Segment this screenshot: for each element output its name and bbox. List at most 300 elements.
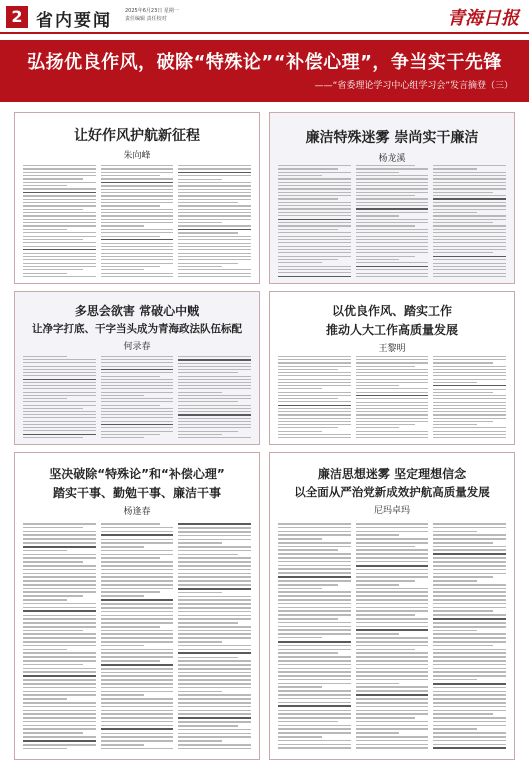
body-text-line	[356, 641, 429, 643]
body-text-line	[278, 388, 322, 389]
body-text-line	[178, 588, 251, 590]
article-title: 多思会欲害 常破心中贼	[74, 304, 200, 318]
body-text-line	[433, 242, 506, 243]
body-text-line	[23, 266, 96, 267]
body-text-line	[433, 607, 506, 609]
body-text-line	[101, 253, 174, 254]
body-text-line	[433, 569, 506, 571]
body-text-line	[23, 229, 67, 230]
body-text-line	[23, 199, 96, 200]
body-text-line	[433, 595, 506, 597]
body-text-line	[356, 192, 429, 193]
body-text-line	[433, 165, 506, 166]
body-text-line	[356, 215, 400, 216]
body-text-line	[23, 408, 83, 409]
body-text-line	[101, 382, 174, 383]
body-text-line	[101, 664, 174, 666]
body-text-line	[101, 398, 174, 399]
body-text-line	[178, 717, 251, 719]
body-text-line	[356, 698, 429, 700]
body-text-line	[278, 411, 351, 412]
body-text-line	[23, 721, 96, 723]
body-text-line	[433, 411, 506, 412]
body-text-line	[23, 698, 67, 700]
body-text-line	[101, 580, 174, 582]
body-text-line	[433, 641, 506, 643]
body-text-line	[356, 249, 429, 250]
body-text-line	[433, 414, 506, 415]
body-text-line	[101, 672, 174, 674]
body-text-line	[433, 614, 506, 616]
body-text-line	[278, 372, 351, 373]
body-text-line	[356, 392, 429, 393]
body-text-line	[356, 694, 429, 696]
body-text-line	[278, 272, 351, 273]
body-text-line	[101, 603, 174, 605]
body-text-line	[278, 599, 351, 601]
body-text-line	[23, 372, 96, 373]
body-text-line	[101, 717, 174, 719]
body-text-line	[101, 369, 174, 370]
body-text-line	[23, 557, 96, 559]
body-text-line	[101, 414, 174, 415]
body-text-line	[101, 561, 174, 563]
headline-banner	[0, 40, 529, 102]
body-text-line	[356, 172, 400, 173]
body-text-line	[23, 414, 96, 415]
body-text-line	[356, 527, 429, 529]
body-text-line	[101, 359, 174, 360]
body-text-line	[356, 427, 400, 428]
body-text-line	[356, 599, 429, 601]
body-text-line	[23, 209, 83, 210]
body-text-line	[433, 437, 506, 438]
body-text-line	[278, 664, 351, 666]
body-text-line	[356, 402, 429, 403]
body-text-line	[23, 717, 96, 719]
body-text-line	[101, 668, 174, 670]
body-text-line	[433, 557, 506, 559]
body-text-line	[23, 430, 96, 431]
body-text-line	[278, 580, 351, 582]
body-text-line	[101, 531, 174, 533]
body-text-line	[101, 178, 174, 179]
body-text-line	[278, 356, 351, 357]
body-text-line	[101, 615, 174, 617]
body-text-line	[23, 702, 96, 704]
body-text-line	[178, 622, 238, 624]
body-text-line	[356, 603, 429, 605]
body-text-line	[433, 649, 506, 651]
body-text-line	[356, 618, 429, 620]
body-text-line	[101, 222, 174, 223]
body-text-line	[356, 660, 429, 662]
body-text-line	[23, 576, 96, 578]
body-text-line	[178, 366, 251, 367]
body-text-line	[433, 740, 506, 742]
body-text-line	[101, 202, 174, 203]
body-text-line	[278, 168, 338, 169]
body-text-line	[23, 379, 96, 380]
body-text-line	[178, 276, 251, 277]
body-text-line	[23, 527, 83, 529]
body-text-line	[178, 637, 251, 639]
body-text-line	[433, 671, 506, 673]
article-6	[269, 452, 515, 760]
body-text-line	[356, 569, 429, 571]
body-text-line	[356, 553, 429, 555]
body-text-line	[101, 219, 174, 220]
body-text-line	[433, 385, 506, 386]
body-text-line	[356, 561, 429, 563]
body-text-line	[101, 421, 174, 422]
body-text-line	[356, 706, 429, 708]
body-text-line	[101, 687, 174, 689]
body-text-line	[356, 242, 429, 243]
body-text-line	[101, 239, 174, 240]
body-text-line	[101, 225, 145, 226]
body-text-line	[356, 168, 429, 169]
body-text-line	[101, 401, 174, 402]
body-text-line	[101, 199, 174, 200]
body-text-line	[356, 372, 429, 373]
body-text-line	[433, 679, 477, 681]
body-text-line	[356, 717, 416, 719]
body-text-line	[178, 729, 251, 731]
body-text-line	[356, 246, 429, 247]
body-text-line	[101, 534, 174, 536]
body-text-line	[101, 710, 174, 712]
body-text-line	[356, 273, 429, 274]
body-text-line	[356, 725, 429, 727]
body-text-line	[356, 645, 429, 647]
body-text-line	[101, 618, 174, 620]
body-text-line	[278, 614, 351, 616]
article-subtitle: 推动人大工作高质量发展	[325, 323, 458, 337]
body-text-line	[101, 573, 174, 575]
body-text-line	[178, 748, 251, 750]
body-text-line	[178, 698, 251, 700]
body-text-line	[178, 215, 251, 216]
article-author: 杨龙溪	[378, 154, 406, 164]
body-text-line	[178, 395, 251, 396]
body-text-line	[101, 232, 174, 233]
body-text-line	[178, 195, 251, 196]
body-text-line	[278, 660, 351, 662]
body-text-line	[433, 372, 506, 373]
body-text-line	[101, 637, 174, 639]
body-text-line	[278, 421, 351, 422]
body-text-line	[433, 379, 506, 380]
body-text-line	[278, 192, 351, 193]
body-text-line	[278, 269, 351, 270]
body-text-line	[178, 229, 251, 230]
body-text-line	[433, 359, 506, 360]
body-text-line	[278, 576, 351, 578]
article-1	[14, 112, 260, 284]
article-title: 廉洁思想迷雾 坚定理想信念	[317, 467, 467, 481]
body-text-line	[433, 675, 506, 677]
body-text-line	[278, 675, 351, 677]
body-text-line	[356, 736, 429, 738]
body-text-line	[356, 573, 429, 575]
body-text-line	[433, 421, 493, 422]
body-text-line	[23, 362, 96, 363]
body-text-line	[433, 356, 506, 357]
body-text-line	[356, 740, 429, 742]
body-text-line	[178, 611, 251, 613]
body-text-line	[356, 239, 429, 240]
body-text-line	[23, 246, 96, 247]
body-text-line	[433, 222, 493, 223]
body-text-line	[433, 418, 506, 419]
body-text-line	[278, 626, 351, 628]
body-text-line	[23, 249, 96, 250]
body-text-line	[356, 679, 429, 681]
body-text-line	[433, 660, 506, 662]
body-text-line	[101, 437, 145, 438]
body-text-line	[356, 549, 429, 551]
body-text-line	[23, 392, 96, 393]
body-text-line	[356, 671, 429, 673]
body-text-line	[101, 434, 161, 435]
body-text-line	[23, 569, 96, 571]
body-text-line	[278, 683, 351, 685]
body-text-line	[433, 424, 477, 425]
section-title: 省内要闻	[36, 11, 112, 31]
body-text-line	[356, 229, 429, 230]
body-text-line	[101, 599, 174, 601]
body-text-line	[278, 262, 322, 263]
body-text-line	[101, 645, 145, 647]
body-text-line	[278, 379, 351, 380]
body-text-line	[178, 664, 251, 666]
body-text-line	[101, 649, 174, 651]
body-text-line	[23, 523, 96, 525]
body-text-line	[433, 637, 506, 639]
body-text-line	[23, 607, 96, 609]
body-text-line	[23, 192, 96, 193]
body-text-line	[278, 414, 351, 415]
body-text-line	[356, 165, 416, 166]
body-text-line	[278, 584, 338, 586]
body-text-line	[101, 356, 174, 357]
body-text-line	[356, 182, 429, 183]
article-title: 让好作风护航新征程	[74, 128, 200, 144]
body-text-line	[101, 182, 174, 183]
body-text-line	[101, 168, 174, 169]
body-text-line	[23, 411, 96, 412]
body-text-line	[278, 652, 338, 654]
body-text-line	[433, 645, 493, 647]
body-text-line	[278, 523, 351, 525]
body-text-line	[278, 588, 322, 590]
article-subtitle: 以全面从严治党新成效护航高质量发展	[294, 485, 490, 499]
body-text-line	[23, 671, 96, 673]
body-text-line	[433, 652, 506, 654]
body-text-line	[433, 236, 506, 237]
body-text-line	[23, 437, 83, 438]
body-text-line	[433, 434, 506, 435]
body-text-line	[101, 212, 174, 213]
body-text-line	[178, 246, 251, 247]
body-text-line	[433, 232, 506, 233]
body-text-line	[433, 168, 477, 169]
body-text-line	[178, 398, 251, 399]
body-text-line	[101, 656, 174, 658]
body-text-line	[178, 418, 251, 419]
body-text-line	[278, 225, 351, 226]
body-text-line	[433, 212, 477, 213]
body-text-line	[433, 603, 506, 605]
body-text-line	[433, 706, 506, 708]
body-text-line	[178, 225, 251, 226]
body-text-line	[433, 534, 506, 536]
body-text-line	[178, 199, 251, 200]
body-text-line	[178, 175, 251, 176]
body-text-line	[23, 359, 96, 360]
body-text-line	[178, 531, 251, 533]
body-text-line	[433, 717, 506, 719]
body-text-line	[278, 671, 351, 673]
body-text-line	[23, 645, 96, 647]
body-text-line	[278, 405, 351, 406]
body-text-line	[178, 550, 251, 552]
body-text-line	[433, 256, 506, 257]
body-text-line	[101, 175, 161, 176]
body-text-line	[433, 266, 506, 267]
body-text-line	[278, 633, 351, 635]
article-body	[278, 523, 506, 753]
body-text-line	[23, 710, 96, 712]
body-text-line	[178, 740, 222, 742]
body-text-line	[433, 185, 506, 186]
body-text-line	[101, 379, 174, 380]
banner-title: 弘扬优良作风，破除“特殊论”“补偿心理”，争当实干先锋	[27, 52, 502, 73]
body-text-line	[178, 424, 251, 425]
body-text-line	[101, 641, 174, 643]
body-text-line	[278, 538, 322, 540]
body-text-line	[101, 185, 174, 186]
body-text-line	[433, 249, 506, 250]
body-text-line	[23, 388, 96, 389]
body-text-line	[101, 702, 174, 704]
body-text-line	[433, 542, 493, 544]
body-text-line	[278, 622, 351, 624]
body-text-line	[433, 259, 506, 260]
body-text-line	[178, 392, 222, 393]
body-text-line	[356, 557, 429, 559]
body-text-line	[278, 398, 338, 399]
body-text-line	[356, 356, 429, 357]
body-text-line	[433, 546, 506, 548]
article-5	[14, 452, 260, 760]
body-text-line	[101, 698, 174, 700]
body-text-line	[356, 744, 429, 746]
body-text-line	[23, 641, 96, 643]
body-text-line	[23, 675, 96, 677]
body-text-line	[278, 717, 351, 719]
body-text-line	[101, 542, 174, 544]
body-text-line	[178, 239, 251, 240]
article-author: 杨逢春	[123, 507, 151, 517]
body-text-line	[356, 713, 429, 715]
body-text-line	[101, 557, 161, 559]
newspaper-logo: 青海日报	[447, 8, 519, 29]
body-text-line	[278, 607, 351, 609]
body-text-line	[278, 705, 351, 707]
body-text-line	[23, 225, 96, 226]
body-text-line	[101, 706, 174, 708]
body-text-line	[23, 561, 83, 563]
date-line-2: 责任编辑 责任校对	[125, 16, 167, 22]
body-text-line	[278, 736, 322, 738]
body-text-line	[356, 424, 416, 425]
body-text-line	[101, 431, 174, 432]
body-text-line	[101, 713, 174, 715]
body-text-line	[278, 725, 351, 727]
body-text-line	[101, 611, 174, 613]
body-text-line	[433, 710, 506, 712]
body-text-line	[278, 195, 351, 196]
body-text-line	[23, 219, 96, 220]
body-text-line	[356, 195, 416, 196]
body-text-line	[356, 626, 429, 628]
body-text-line	[356, 208, 429, 209]
body-text-line	[278, 175, 322, 176]
body-text-line	[23, 732, 83, 734]
body-text-line	[101, 192, 174, 193]
body-text-line	[23, 178, 83, 179]
body-text-line	[101, 740, 174, 742]
body-text-line	[23, 168, 96, 169]
body-text-line	[278, 222, 351, 223]
body-text-line	[433, 633, 506, 635]
body-text-line	[433, 205, 506, 206]
body-text-line	[433, 728, 477, 730]
body-text-line	[23, 633, 96, 635]
body-text-line	[178, 256, 251, 257]
body-text-line	[101, 195, 174, 196]
body-text-line	[178, 232, 238, 233]
body-text-line	[278, 637, 322, 639]
body-text-line	[178, 431, 238, 432]
body-text-line	[278, 212, 351, 213]
body-text-line	[101, 189, 174, 190]
body-text-line	[278, 546, 351, 548]
body-text-line	[101, 675, 174, 677]
body-text-line	[433, 683, 506, 685]
body-text-line	[356, 690, 429, 692]
article-title: 以优良作风、踏实工作	[331, 304, 452, 318]
body-text-line	[23, 538, 96, 540]
body-text-line	[356, 375, 429, 376]
body-text-line	[356, 588, 429, 590]
body-text-line	[178, 603, 251, 605]
body-text-line	[23, 242, 96, 243]
body-text-line	[23, 637, 96, 639]
body-text-line	[23, 748, 67, 750]
body-text-line	[278, 744, 351, 746]
body-text-line	[278, 242, 351, 243]
article-body	[23, 356, 251, 438]
body-text-line	[356, 721, 429, 723]
body-text-line	[356, 398, 429, 399]
body-text-line	[433, 702, 506, 704]
body-text-line	[101, 744, 145, 746]
body-text-line	[178, 363, 251, 364]
article-3	[14, 291, 260, 445]
